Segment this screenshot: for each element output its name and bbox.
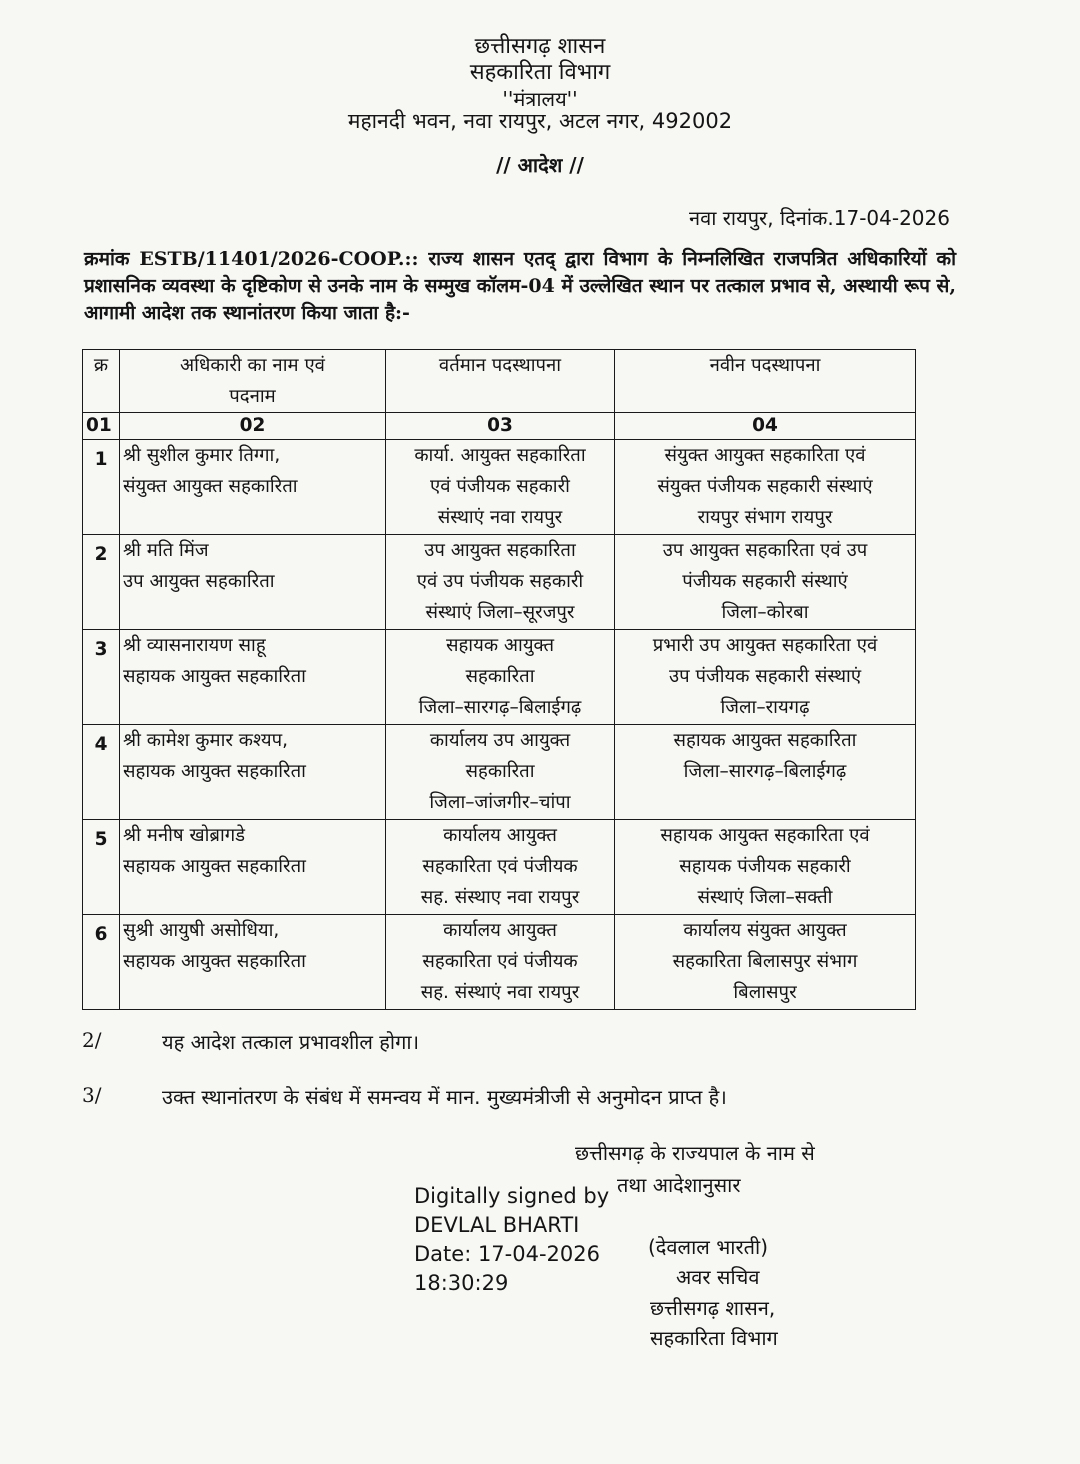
dateline: नवा रायपुर, दिनांक.17-04-2026: [688, 206, 950, 230]
current-posting-cell-line: सहकारिता एवं पंजीयक: [422, 856, 578, 877]
officer-name-cell-line: सहायक आयुक्त सहकारिता: [123, 761, 306, 782]
row-serial: 4: [83, 725, 120, 820]
current-posting-cell-line: जिला–सारगढ़–बिलाईगढ़: [418, 697, 582, 718]
intro-paragraph: क्रमांक ESTB/11401/2026-COOP.:: राज्य शासन एतद् द्वारा विभाग के निम्नलिखित राजपत्रित अधिकारियों को प्रशासनिक व्यवस्था के दृष्टिकोण से उनके नाम के सम्मुख कॉलम-04 में उल्लेखित स्थान पर तत्काल प्रभाव से, अस्थायी रूप से, आगामी आदेश तक स्थानांतरण किया जाता है:-: [84, 248, 956, 324]
officer-name-cell: [120, 630, 386, 725]
current-posting-cell-line: सह. संस्थाएं नवा रायपुर: [420, 982, 580, 1003]
officer-name-cell: [120, 915, 386, 1010]
table-row: [83, 535, 916, 630]
current-posting-cell-line: सहायक आयुक्त: [445, 635, 555, 656]
new-posting-cell-line: प्रभारी उप आयुक्त सहकारिता एवं: [652, 635, 878, 656]
new-posting-cell-line: सहकारिता बिलासपुर संभाग: [672, 951, 858, 972]
table-row: [83, 915, 916, 1010]
new-posting-cell-line: जिला–सारगढ़–बिलाईगढ़: [683, 761, 847, 782]
new-posting-cell: [615, 725, 916, 820]
new-posting-cell: [615, 630, 916, 725]
column-number: 02: [120, 413, 386, 440]
digital-signature-line4: 18:30:29: [414, 1271, 509, 1295]
officer-name-cell-line: श्री सुशील कुमार तिग्गा,: [123, 445, 281, 466]
row-serial: 2: [83, 535, 120, 630]
digital-signature-block: [414, 1182, 609, 1298]
officer-name-cell: [120, 535, 386, 630]
table-row: [83, 630, 916, 725]
row-serial: 6: [83, 915, 120, 1010]
new-posting-cell-line: सहायक आयुक्त सहकारिता: [673, 730, 857, 751]
signature-authority-line2: तथा आदेशानुसार: [617, 1173, 741, 1197]
officer-name-cell-line: श्री व्यासनारायण साहू: [123, 635, 266, 656]
current-posting-cell: [386, 630, 615, 725]
current-posting-cell: [386, 440, 615, 535]
column-number: 04: [615, 413, 916, 440]
officer-name-cell-line: सुश्री आयुषी असोधिया,: [123, 920, 280, 941]
header-name-line1: अधिकारी का नाम एवं: [180, 355, 325, 376]
current-posting-cell-line: एवं उप पंजीयक सहकारी: [416, 571, 584, 592]
current-posting-cell-line: संस्थाएं जिला–सूरजपुर: [425, 602, 575, 623]
current-posting-cell: [386, 820, 615, 915]
new-posting-cell: [615, 440, 916, 535]
column-number-row: [83, 413, 916, 440]
current-posting-cell-line: सहकारिता: [465, 761, 535, 782]
paragraph-text: यह आदेश तत्काल प्रभावशील होगा।: [162, 1030, 420, 1054]
signatory-office-line1: छत्तीसगढ़ शासन,: [650, 1296, 776, 1320]
officer-name-cell: [120, 725, 386, 820]
officer-name-cell-line: संयुक्त आयुक्त सहकारिता: [123, 476, 298, 497]
signatory-name: (देवलाल भारती): [648, 1235, 769, 1259]
new-posting-cell-line: पंजीयक सहकारी संस्थाएं: [682, 571, 848, 592]
transfer-table: [82, 349, 916, 1010]
paragraph-number: 3/: [82, 1083, 102, 1107]
current-posting-cell-line: कार्यालय आयुक्त: [443, 825, 557, 846]
current-posting-cell-line: संस्थाएं नवा रायपुर: [437, 507, 563, 528]
new-posting-cell-line: जिला–कोरबा: [721, 602, 809, 623]
current-posting-cell-line: उप आयुक्त सहकारिता: [424, 540, 576, 561]
new-posting-cell: [615, 820, 916, 915]
current-posting-cell-line: कार्या. आयुक्त सहकारिता: [414, 445, 586, 466]
current-posting-cell: [386, 915, 615, 1010]
new-posting-cell-line: कार्यालय संयुक्त आयुक्त: [683, 920, 847, 941]
digital-signature-line2: DEVLAL BHARTI: [414, 1213, 580, 1237]
new-posting-cell-line: संस्थाएं जिला–सक्ती: [697, 887, 833, 908]
table-row: [83, 440, 916, 535]
table-row: [83, 820, 916, 915]
new-posting-cell-line: उप आयुक्त सहकारिता एवं उप: [662, 540, 868, 561]
row-serial: 5: [83, 820, 120, 915]
digital-signature-line3: Date: 17-04-2026: [414, 1242, 600, 1266]
officer-name-cell-line: श्री मनीष खोब्रागडे: [123, 825, 246, 846]
officer-name-cell-line: उप आयुक्त सहकारिता: [123, 571, 275, 592]
column-number: 03: [386, 413, 615, 440]
new-posting-cell-line: रायपुर संभाग रायपुर: [697, 507, 833, 528]
officer-name-cell-line: सहायक आयुक्त सहकारिता: [123, 951, 306, 972]
signatory-office-line2: सहकारिता विभाग: [650, 1326, 778, 1350]
column-number: 01: [83, 413, 120, 440]
header-government: छत्तीसगढ़ शासन: [474, 34, 606, 59]
current-posting-cell-line: कार्यालय उप आयुक्त: [429, 730, 571, 751]
digital-signature-line1: Digitally signed by: [414, 1184, 610, 1208]
current-posting-cell-line: कार्यालय आयुक्त: [443, 920, 557, 941]
header-name: [120, 350, 386, 413]
new-posting-cell-line: बिलासपुर: [733, 982, 797, 1003]
new-posting-cell-line: सहायक पंजीयक सहकारी: [679, 856, 851, 877]
header-name-line2: पदनाम: [229, 386, 276, 407]
header-current-posting: वर्तमान पदस्थापना: [386, 350, 615, 413]
signature-authority-line1: छत्तीसगढ़ के राज्यपाल के नाम से: [575, 1141, 815, 1165]
current-posting-cell-line: जिला–जांजगीर–चांपा: [429, 792, 571, 813]
header-serial: क्र: [83, 350, 120, 413]
current-posting-cell-line: सहकारिता एवं पंजीयक: [422, 951, 578, 972]
officer-name-cell: [120, 820, 386, 915]
row-serial: 1: [83, 440, 120, 535]
officer-name-cell: [120, 440, 386, 535]
current-posting-cell: [386, 535, 615, 630]
new-posting-cell: [615, 915, 916, 1010]
officer-name-cell-line: श्री कामेश कुमार कश्यप,: [123, 730, 288, 751]
officer-name-cell-line: सहायक आयुक्त सहकारिता: [123, 666, 306, 687]
officer-name-cell-line: श्री मति मिंज: [123, 540, 209, 561]
header-address: महानदी भवन, नवा रायपुर, अटल नगर, 492002: [347, 109, 733, 133]
order-title: // आदेश //: [496, 153, 584, 177]
header-ministry: ''मंत्रालय'': [502, 87, 578, 111]
current-posting-cell-line: सह. संस्थाए नवा रायपुर: [420, 887, 580, 908]
new-posting-cell-line: संयुक्त आयुक्त सहकारिता एवं: [664, 445, 866, 466]
new-posting-cell: [615, 535, 916, 630]
paragraph-number: 2/: [82, 1028, 102, 1052]
new-posting-cell-line: संयुक्त पंजीयक सहकारी संस्थाएं: [657, 476, 873, 497]
new-posting-cell-line: उप पंजीयक सहकारी संस्थाएं: [668, 666, 862, 687]
current-posting-cell: [386, 725, 615, 820]
current-posting-cell-line: सहकारिता: [465, 666, 535, 687]
header-new-posting: नवीन पदस्थापना: [615, 350, 916, 413]
current-posting-cell-line: एवं पंजीयक सहकारी: [430, 476, 570, 497]
row-serial: 3: [83, 630, 120, 725]
header-department: सहकारिता विभाग: [469, 60, 611, 85]
signatory-designation: अवर सचिव: [676, 1265, 760, 1289]
paragraph-text: उक्त स्थानांतरण के संबंध में समन्वय में मान. मुख्यमंत्रीजी से अनुमोदन प्राप्त है।: [162, 1085, 727, 1109]
new-posting-cell-line: सहायक आयुक्त सहकारिता एवं: [660, 825, 870, 846]
table-header-row: [83, 350, 916, 413]
officer-name-cell-line: सहायक आयुक्त सहकारिता: [123, 856, 306, 877]
table-row: [83, 725, 916, 820]
new-posting-cell-line: जिला–रायगढ़: [720, 697, 810, 718]
